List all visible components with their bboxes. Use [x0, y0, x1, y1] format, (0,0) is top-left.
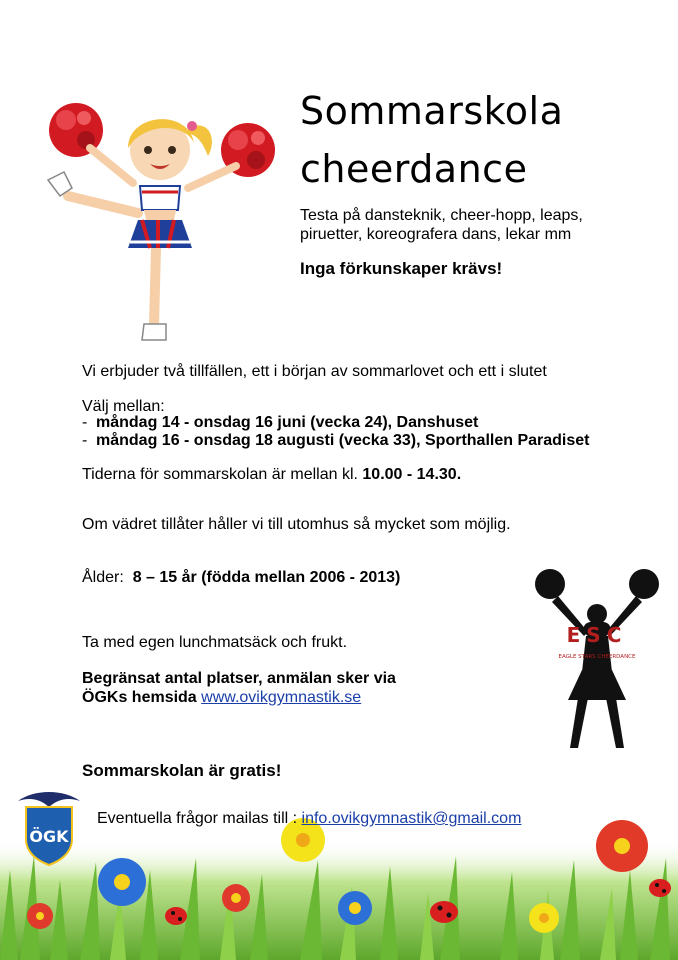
lunch-text: Ta med egen lunchmatsäck och frukt.: [82, 634, 348, 651]
cheerleader-illustration: [38, 88, 278, 353]
email-link[interactable]: info.ovikgymnastik@gmail.com: [301, 810, 522, 827]
no-prerequisites-text: Inga förkunskaper krävs!: [300, 259, 503, 278]
times-prefix: Tiderna för sommarskolan är mellan kl.: [82, 466, 363, 483]
option-item: [82, 431, 590, 451]
red-flower: [596, 820, 648, 872]
contact-text: [97, 810, 521, 828]
registration-line-1: Begränsat antal platser, anmälan sker via: [82, 670, 396, 687]
yellow-flower-small: [529, 903, 559, 933]
intro-text: Testa på dansteknik, cheer-hopp, leaps, piruetter, koreografera dans, lekar mm: [300, 207, 583, 243]
age-text: [82, 568, 400, 588]
ladybug-icon: [165, 907, 187, 925]
age-prefix: Ålder:: [82, 569, 133, 586]
blue-flower: [98, 858, 146, 906]
free-text: Sommarskolan är gratis!: [82, 761, 282, 780]
ogk-logo-text: ÖGK: [29, 827, 69, 846]
option-text: måndag 14 - onsdag 16 juni (vecka 24), Danshuset: [96, 414, 479, 431]
times-text: [82, 465, 461, 485]
option-item: [82, 413, 478, 433]
times-value: 10.00 - 14.30.: [362, 466, 462, 483]
ogk-club-logo: [16, 787, 82, 867]
age-value: 8 – 15 år (födda mellan 2006 - 2013): [132, 569, 401, 586]
ladybug-icon: [649, 879, 671, 897]
registration-text: [82, 669, 442, 707]
title-line-2: cheerdance: [300, 147, 528, 191]
registration-prefix: ÖGKs hemsida: [82, 689, 202, 706]
ladybug-icon: [430, 901, 458, 923]
registration-line-2: [82, 688, 442, 707]
contact-prefix: Eventuella frågor mailas till :: [97, 810, 302, 827]
choose-label: Välj mellan:: [82, 398, 165, 415]
option-dash: -: [82, 432, 88, 449]
esc-cheerdance-logo: [532, 562, 662, 754]
weather-text: Om vädret tillåter håller vi till utomhus så mycket som möjlig.: [82, 516, 511, 533]
esc-name: EAGLE STARS CHEERDANCE: [558, 654, 636, 660]
website-link[interactable]: www.ovikgymnastik.se: [201, 689, 362, 706]
blue-flower-small: [338, 891, 372, 925]
title-line-1: Sommarskola: [300, 89, 564, 133]
esc-letters: ESC: [566, 623, 628, 647]
option-text: måndag 16 - onsdag 18 augusti (vecka 33), Sporthallen Paradiset: [96, 432, 590, 449]
page-title: [300, 82, 660, 198]
option-dash: -: [82, 414, 88, 431]
offer-text: Vi erbjuder två tillfällen, ett i början av sommarlovet och ett i slutet: [82, 363, 547, 380]
